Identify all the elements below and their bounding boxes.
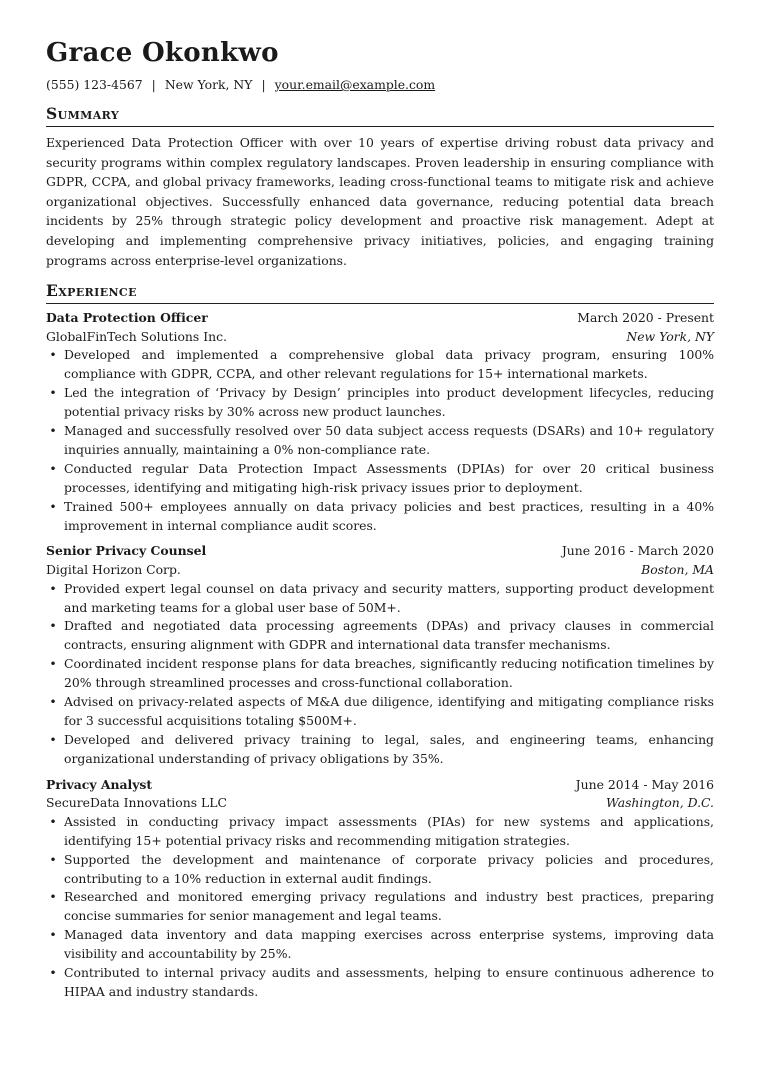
job-entry bbox=[46, 776, 714, 1002]
summary-heading: Summary bbox=[46, 104, 120, 123]
bullet-icon: • bbox=[49, 965, 57, 981]
list-item bbox=[46, 731, 714, 769]
contact-line bbox=[46, 76, 714, 93]
list-item bbox=[46, 693, 714, 731]
bullet-text: Developed and delivered privacy training to legal, sales, and engineering teams, enhancing organizational understanding of privacy obligations by 35%. bbox=[64, 731, 714, 766]
bullet-icon: • bbox=[49, 580, 57, 596]
job-dates: March 2020 - Present bbox=[577, 310, 714, 326]
bullet-icon: • bbox=[49, 813, 57, 829]
bullet-icon: • bbox=[49, 385, 57, 401]
job-company-row bbox=[46, 561, 714, 580]
bullet-text: Managed and successfully resolved over 50 data subject access requests (DSARs) and 10+ regulatory inquiries annually, maintaining a 0% non-compliance rate. bbox=[64, 422, 714, 457]
job-location: Washington, D.C. bbox=[606, 795, 714, 811]
bullet-text: Supported the development and maintenance of corporate privacy policies and procedures, contributing to a 10% reduction in external audit findings. bbox=[64, 851, 714, 886]
bullet-text: Led the integration of ‘Privacy by Design’ principles into product development lifecycles, reducing potential privacy risks by 30% across new product launches. bbox=[64, 385, 714, 420]
bullet-icon: • bbox=[49, 731, 57, 747]
section-divider bbox=[46, 126, 714, 127]
bullet-icon: • bbox=[49, 694, 57, 710]
job-title: Privacy Analyst bbox=[46, 776, 153, 792]
job-location: New York, NY bbox=[626, 328, 714, 344]
bullet-icon: • bbox=[49, 498, 57, 514]
list-item bbox=[46, 813, 714, 851]
bullet-icon: • bbox=[49, 422, 57, 438]
contact-separator: | bbox=[261, 77, 266, 92]
summary-text: Experienced Data Protection Officer with over 10 years of expertise driving robust data privacy and security programs within complex regulatory landscapes. Proven leadership in ensuring compliance with GDPR, CCPA, and global privacy frameworks, leading cross-functional teams to mitigate risk and achieve organizational objectives. Successfully enhanced data governance, reducing potential data breach incidents by 25% through strategic policy development and proactive risk management. Adept at developing and implementing comprehensive privacy initiatives, policies, and engaging training programs across enterprise-level organizations. bbox=[46, 135, 714, 268]
location: New York, NY bbox=[164, 77, 253, 92]
list-item bbox=[46, 617, 714, 655]
bullet-icon: • bbox=[49, 618, 57, 634]
bullet-text: Conducted regular Data Protection Impact Assessments (DPIAs) for over 20 critical business processes, identifying and mitigating high-risk privacy issues prior to deployment. bbox=[64, 460, 714, 495]
experience-list bbox=[46, 309, 714, 1002]
list-item bbox=[46, 888, 714, 926]
list-item bbox=[46, 964, 714, 1002]
company-name: Digital Horizon Corp. bbox=[46, 562, 181, 577]
bullet-text: Researched and monitored emerging privacy regulations and industry best practices, preparing concise summaries for senior management and legal teams. bbox=[64, 889, 714, 924]
bullet-icon: • bbox=[49, 347, 57, 363]
bullet-icon: • bbox=[49, 460, 57, 476]
list-item bbox=[46, 580, 714, 618]
list-item bbox=[46, 851, 714, 889]
job-header-row bbox=[46, 309, 714, 328]
job-bullets bbox=[46, 813, 714, 1002]
bullet-text: Managed data inventory and data mapping exercises across enterprise systems, improving data visibility and accountability by 25%. bbox=[64, 927, 714, 962]
list-item bbox=[46, 460, 714, 498]
job-bullets bbox=[46, 346, 714, 535]
job-dates: June 2016 - March 2020 bbox=[561, 543, 714, 559]
bullet-text: Contributed to internal privacy audits and assessments, helping to ensure continuous adherence to HIPAA and industry standards. bbox=[64, 965, 714, 999]
candidate-name: Grace Okonkwo bbox=[46, 38, 279, 68]
job-company-row bbox=[46, 794, 714, 813]
bullet-icon: • bbox=[49, 656, 57, 672]
job-header-row bbox=[46, 776, 714, 795]
job-location: Boston, MA bbox=[641, 562, 714, 577]
list-item bbox=[46, 384, 714, 422]
bullet-text: Provided expert legal counsel on data privacy and security matters, supporting product development and marketing teams for a global user base of 50M+. bbox=[64, 580, 714, 615]
bullet-icon: • bbox=[49, 851, 57, 867]
job-entry bbox=[46, 309, 714, 535]
bullet-text: Advised on privacy-related aspects of M&A due diligence, identifying and mitigating compliance risks for 3 successful acquisitions totaling $500M+. bbox=[64, 694, 714, 728]
job-header-row bbox=[46, 542, 714, 561]
bullet-text: Trained 500+ employees annually on data privacy policies and best practices, resulting in a 40% improvement in internal compliance audit scores. bbox=[64, 498, 714, 533]
list-item bbox=[46, 422, 714, 460]
phone-number: (555) 123-4567 bbox=[46, 77, 143, 92]
list-item bbox=[46, 655, 714, 693]
job-company-row bbox=[46, 328, 714, 347]
company-name: SecureData Innovations LLC bbox=[46, 795, 227, 811]
experience-heading: Experience bbox=[46, 281, 137, 301]
job-dates: June 2014 - May 2016 bbox=[575, 776, 714, 792]
bullet-text: Assisted in conducting privacy impact assessments (PIAs) for new systems and applications, identifying 15+ potential privacy risks and recommending mitigation strategies. bbox=[64, 813, 714, 848]
company-name: GlobalFinTech Solutions Inc. bbox=[46, 328, 227, 344]
bullet-text: Developed and implemented a comprehensive global data privacy program, ensuring 100% compliance with GDPR, CCPA, and other relevant regulations for 15+ international markets. bbox=[64, 347, 714, 382]
bullet-text: Coordinated incident response plans for data breaches, significantly reducing notification timelines by 20% through streamlined processes and cross-functional collaboration. bbox=[64, 656, 714, 691]
bullet-icon: • bbox=[49, 889, 57, 905]
job-bullets bbox=[46, 580, 714, 769]
list-item bbox=[46, 346, 714, 384]
job-entry bbox=[46, 542, 714, 768]
job-title: Senior Privacy Counsel bbox=[46, 543, 207, 559]
job-title: Data Protection Officer bbox=[46, 310, 208, 326]
email-link[interactable]: your.email@example.com bbox=[274, 77, 436, 92]
section-divider bbox=[46, 303, 714, 304]
list-item bbox=[46, 926, 714, 964]
bullet-text: Drafted and negotiated data processing agreements (DPAs) and privacy clauses in commercial contracts, ensuring alignment with GDPR and international data transfer mechanisms. bbox=[64, 618, 714, 653]
contact-separator: | bbox=[151, 77, 156, 92]
bullet-icon: • bbox=[49, 927, 57, 943]
list-item bbox=[46, 498, 714, 536]
